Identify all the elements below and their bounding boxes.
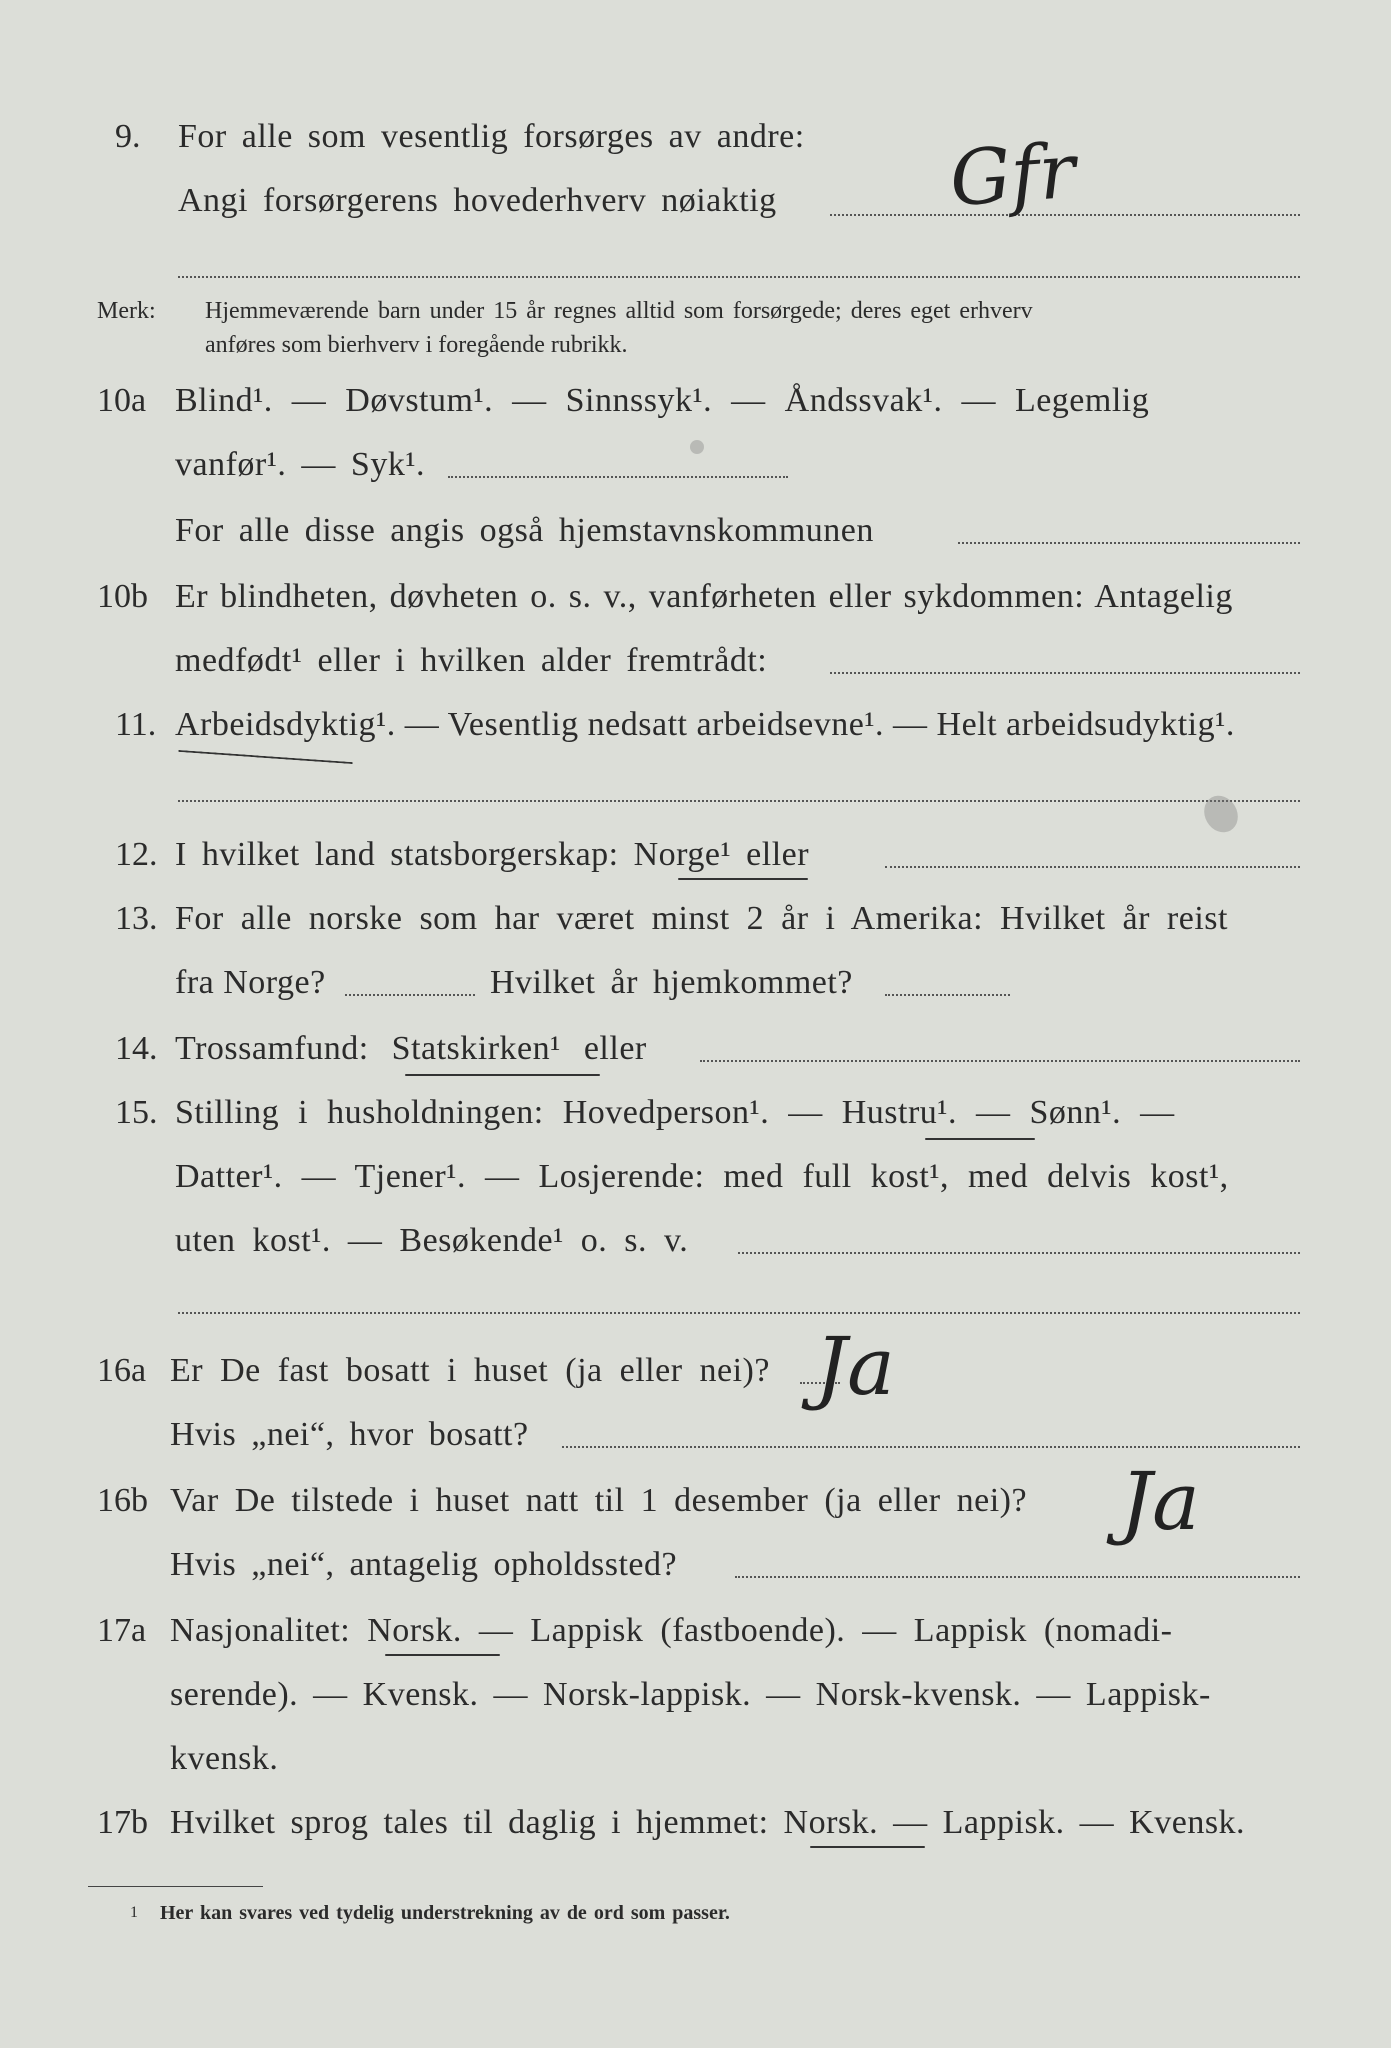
q16b-line1: Var De tilstede i huset natt til 1 desember (ja eller nei)? [170, 1482, 1028, 1519]
q17a-line1: Nasjonalitet: Norsk. — Lappisk (fastboende). — Lappisk (nomadi- [170, 1612, 1173, 1649]
q16a-residence-field [562, 1446, 1300, 1448]
q10a-line2-field [448, 476, 788, 478]
q16a-handwritten-answer: Ja [815, 1320, 895, 1413]
merk-line1: Hjemmeværende barn under 15 år regnes alltid som forsørgede; deres eget erhverv [205, 298, 1033, 324]
q11-extra-line [178, 800, 1300, 802]
q13-line2a: fra Norge? [175, 964, 326, 1001]
q12-number: 12. [115, 836, 158, 873]
footnote-mark: 1 [130, 1904, 138, 1921]
q15-line2: Datter¹. — Tjener¹. — Losjerende: med full kost¹, med delvis kost¹, [175, 1158, 1229, 1195]
q10a-number: 10a [97, 382, 147, 419]
q11-number: 11. [115, 706, 157, 743]
q9-line2: Angi forsørgerens hovederhverv nøiaktig [178, 182, 777, 219]
q10a-hometown-field [958, 542, 1300, 544]
q16b-handwritten-answer: Ja [1120, 1455, 1200, 1548]
q9-number: 9. [115, 118, 141, 155]
q14-number: 14. [115, 1030, 158, 1067]
merk-label: Merk: [97, 298, 156, 324]
q16b-line2: Hvis „nei“, antagelig opholdssted? [170, 1546, 678, 1583]
q16a-line1: Er De fast bosatt i huset (ja eller nei)? [170, 1352, 770, 1389]
q17a-number: 17a [97, 1612, 147, 1649]
q16b-number: 16b [97, 1482, 148, 1519]
q10a-line3: For alle disse angis også hjemstavnskommunen [175, 512, 874, 549]
q13-right-field [885, 994, 1010, 996]
q13-left-field [345, 994, 475, 996]
q13-line1: For alle norske som har været minst 2 år i Amerika: Hvilket år reist [175, 900, 1228, 937]
q10b-line2: medfødt¹ eller i hvilken alder fremtrådt: [175, 642, 768, 679]
q10a-line2: vanfør¹. — Syk¹. [175, 446, 426, 483]
q16a-number: 16a [97, 1352, 147, 1389]
q17b-line1: Hvilket sprog tales til daglig i hjemmet: Norsk. — Lappisk. — Kvensk. [170, 1804, 1246, 1841]
q10a-line1: Blind¹. — Døvstum¹. — Sinnssyk¹. — Åndssvak¹. — Legemlig [175, 382, 1150, 419]
q16b-field [735, 1576, 1300, 1578]
q15-line3: uten kost¹. — Besøkende¹ o. s. v. [175, 1222, 689, 1259]
q13-line2b: Hvilket år hjemkommet? [490, 964, 853, 1001]
q17a-line2: serende). — Kvensk. — Norsk-lappisk. — Norsk-kvensk. — Lappisk- [170, 1676, 1211, 1713]
q16a-line2: Hvis „nei“, hvor bosatt? [170, 1416, 529, 1453]
q10b-line1: Er blindheten, døvheten o. s. v., vanførheten eller sykdommen: Antagelig [175, 578, 1233, 615]
q9-line1: For alle som vesentlig forsørges av andre: [178, 118, 805, 155]
q17b-handwritten-underline [810, 1846, 925, 1848]
q11-handwritten-underline [178, 750, 353, 764]
q17b-number: 17b [97, 1804, 148, 1841]
q10b-field [830, 672, 1300, 674]
q15-field [738, 1252, 1300, 1254]
q15-number: 15. [115, 1094, 158, 1131]
merk-line2: anføres som bierhverv i foregående rubrikk. [205, 332, 628, 358]
q11-line1: Arbeidsdyktig¹. — Vesentlig nedsatt arbeidsevne¹. — Helt arbeidsudyktig¹. [175, 706, 1235, 743]
q14-line1: Trossamfund: Statskirken¹ eller [175, 1030, 647, 1067]
q10b-number: 10b [97, 578, 148, 615]
q12-line1: I hvilket land statsborgerskap: Norge¹ eller [175, 836, 810, 873]
footnote-rule [88, 1886, 263, 1887]
q15-extra-line [178, 1312, 1300, 1314]
q14-handwritten-underline [405, 1074, 600, 1076]
q15-line1: Stilling i husholdningen: Hovedperson¹. — Hustru¹. — Sønn¹. — [175, 1094, 1175, 1131]
q14-field [700, 1060, 1300, 1062]
q9-extra-line [178, 276, 1300, 278]
q17a-handwritten-underline [385, 1654, 500, 1656]
q12-field [885, 866, 1300, 868]
q15-handwritten-underline [925, 1138, 1035, 1140]
ink-speck [690, 440, 704, 454]
q13-number: 13. [115, 900, 158, 937]
q12-handwritten-underline [678, 878, 808, 880]
ink-stain [1198, 790, 1245, 839]
q17a-line3: kvensk. [170, 1740, 279, 1777]
footnote-text: Her kan svares ved tydelig understrekning av de ord som passer. [160, 1902, 730, 1924]
q9-handwritten-answer: Gfr [947, 125, 1079, 224]
